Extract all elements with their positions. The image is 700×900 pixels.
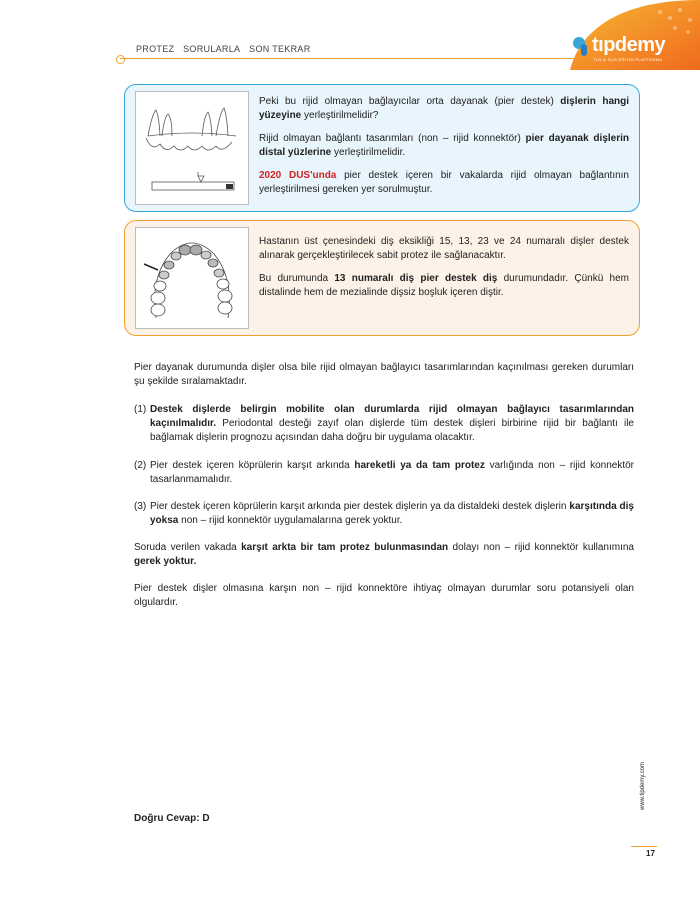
logo-icon (572, 36, 592, 58)
page-number: 17 (646, 849, 655, 858)
website-url[interactable]: www.tipdemy.com (640, 762, 646, 810)
case-paragraph (134, 541, 634, 569)
list-number: (1) (134, 404, 147, 415)
list-item (134, 403, 634, 445)
text-span: Rijid olmayan bağlantı tasarımları (non – rijid konnektör) (259, 133, 526, 144)
text-span: Pier destek içeren köprülerin karşıt arkında (150, 460, 355, 471)
box-text (259, 235, 629, 309)
text-span: yerleştirilmelidir. (331, 147, 406, 158)
emphasis-text: karşıtında diş yoksa (150, 501, 634, 526)
question-text (259, 95, 629, 123)
exam-year-highlight: 2020 DUS'unda (259, 170, 337, 181)
header-dot (116, 55, 125, 64)
text-span: Pier destek içeren köprülerin karşıt arkında pier destek dişlerin ya da distaldeki destek dişlerin (150, 501, 570, 512)
text-span: dolayı non – rijid konnektör kullanımına (448, 542, 634, 553)
intro-paragraph: Pier dayanak durumunda dişler olsa bile rijid olmayan bağlayıcı tasarımlarından kaçınılması gereken durumları şu şekilde sıralamaktadır. (134, 362, 634, 387)
text-span: Soruda verilen vakada (134, 542, 242, 553)
breadcrumb-item: PROTEZ (136, 44, 175, 54)
emphasis-text: dişlerin hangi yüzeyine (259, 96, 629, 121)
text-span: Bu durumunda (259, 273, 335, 284)
list-number: (2) (134, 460, 147, 471)
list-number: (3) (134, 501, 147, 512)
emphasis-text: Destek dişlerde belirgin mobilite olan durumlarda rijid olmayan bağlayıcı tasarımlarından kaçınılmalıdır. (150, 404, 634, 429)
correct-answer: Doğru Cevap: D (134, 813, 210, 824)
text-span: yerleştirilmelidir? (301, 110, 379, 121)
dental-arch-image (135, 227, 249, 329)
answer-text (259, 132, 629, 160)
emphasis-text: pier dayanak dişlerin distal yüzlerine (259, 133, 629, 158)
exam-note (259, 169, 629, 197)
footer-divider (631, 846, 657, 847)
text-span: non – rijid konnektör uygulamalarına gerek yoktur. (178, 515, 403, 526)
list-item (134, 500, 634, 528)
text-span: durumundadır. Çünkü hem distalinde hem de mezialinde dişsiz boşluk içeren diştir. (259, 273, 629, 298)
text-span: pier destek içeren bir vakalarda rijid olmayan bağlantının yerleştirilmesi gereken yer sorulmuştur. (259, 170, 629, 195)
breadcrumb-item: SORULARLA (183, 44, 241, 54)
logo-tagline: TUS & DUS EĞİTİM PLATFORMU (593, 57, 663, 62)
emphasis-text: 13 numaralı diş pier destek diş (334, 273, 498, 284)
emphasis-text: hareketli ya da tam protez (354, 460, 485, 471)
breadcrumb-item: SON TEKRAR (249, 44, 311, 54)
info-box-case (124, 220, 640, 336)
info-box-connector-placement (124, 84, 640, 212)
breadcrumb (136, 44, 317, 54)
emphasis-text: gerek yoktur. (134, 556, 197, 567)
list-item (134, 459, 634, 487)
case-conclusion (259, 272, 629, 300)
emphasis-text: karşıt arkta bir tam protez bulunmasından (241, 542, 449, 553)
case-text: Hastanın üst çenesindeki diş eksikliği 15, 13, 23 ve 24 numaralı dişler destek alınarak gerçekleştirilecek sabit protez ile sağlanacaktır. (259, 236, 629, 261)
text-span: varlığında non – rijid konnektör tasarlanmamalıdır. (150, 460, 634, 485)
text-span: Peki bu rijid olmayan bağlayıcılar orta dayanak (pier destek) (259, 96, 561, 107)
bridge-diagram-image (135, 91, 249, 205)
logo-name: tıpdemy (592, 34, 666, 56)
box-text (259, 95, 629, 206)
closing-paragraph: Pier destek dişler olmasına karşın non – rijid konnektöre ihtiyaç olmayan durumlar soru potansiyeli olan olgulardır. (134, 583, 634, 608)
text-span: Periodontal desteği zayıf olan dişlerde tüm destek dişleri birbirine rijid bir bağlantı ile bağlamak dişlerin prognozu açısından daha doğru bir uygulama olacaktır. (150, 418, 634, 443)
